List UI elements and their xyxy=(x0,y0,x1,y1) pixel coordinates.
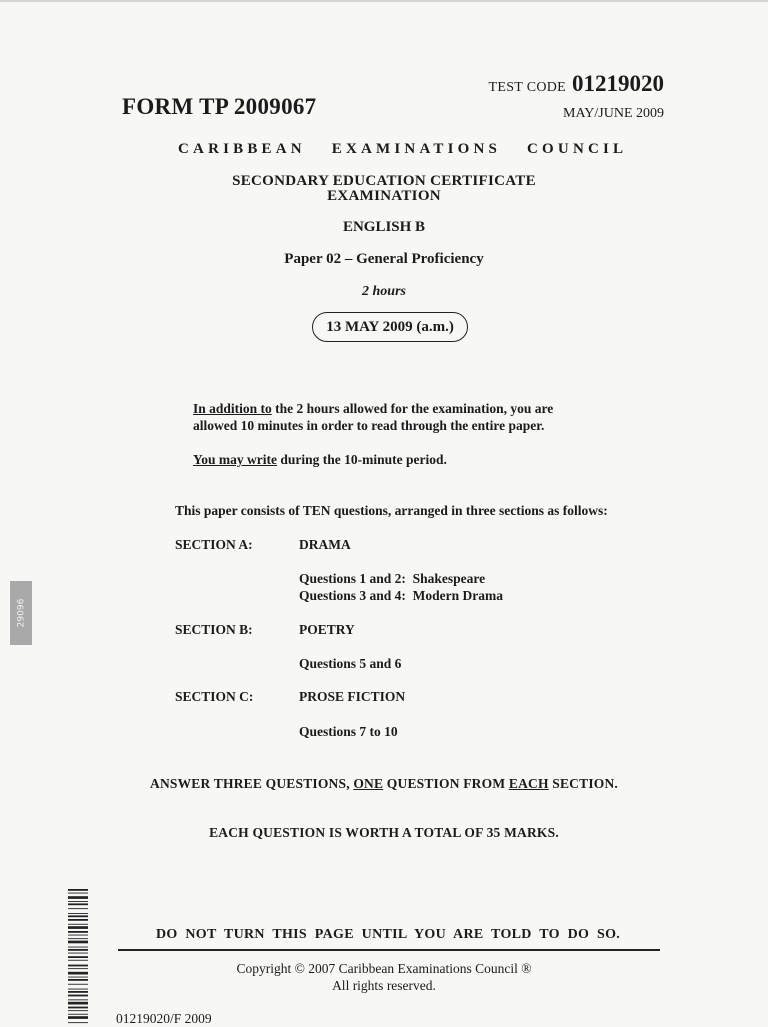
section-detail: Questions 1 and 2: Shakespeare xyxy=(299,571,486,586)
barcode-bar xyxy=(68,1014,88,1015)
section-b-label: SECTION B: xyxy=(175,622,253,637)
exam-session: MAY/JUNE 2009 xyxy=(563,106,664,121)
test-code xyxy=(489,71,665,97)
barcode-bar xyxy=(68,956,88,958)
barcode-bar xyxy=(68,1016,88,1019)
barcode-bar xyxy=(68,901,88,902)
side-stamp-text: 29096 xyxy=(16,598,27,628)
barcode-bar xyxy=(68,1002,88,1005)
barcode-bar xyxy=(68,1010,88,1011)
instruction-text: during the 10-minute period. xyxy=(277,452,447,467)
barcode-bar xyxy=(68,913,88,914)
barcode-bar xyxy=(68,995,88,997)
barcode-bar xyxy=(68,1022,88,1023)
barcode-bar xyxy=(68,915,88,917)
exam-duration: 2 hours xyxy=(362,284,406,299)
barcode-bar xyxy=(68,935,88,936)
instruction-text: the 2 hours allowed for the examination, you are xyxy=(271,401,554,416)
rights-notice: All rights reserved. xyxy=(332,978,436,993)
instruction-text: ANSWER THREE QUESTIONS, xyxy=(150,776,354,791)
barcode-bar xyxy=(68,919,88,921)
section-c-details: Questions 7 to 10 xyxy=(299,724,398,739)
instruction-emphasis: In addition to xyxy=(193,401,272,416)
section-b-details: Questions 5 and 6 xyxy=(299,656,402,671)
instruction-text: SECTION. xyxy=(548,776,618,791)
barcode-bar xyxy=(68,953,88,954)
paper-structure-intro: This paper consists of TEN questions, arranged in three sections as follows: xyxy=(175,503,608,518)
barcode-bar xyxy=(68,999,88,1000)
barcode xyxy=(68,889,88,1024)
exam-title-line1: SECONDARY EDUCATION CERTIFICATE xyxy=(232,173,536,189)
council-name: CARIBBEAN EXAMINATIONS COUNCIL xyxy=(178,141,628,157)
section-c-title: PROSE FICTION xyxy=(299,689,406,704)
barcode-bar xyxy=(68,947,88,948)
writing-instruction xyxy=(193,452,447,468)
barcode-bar xyxy=(68,893,88,894)
do-not-turn-notice: DO NOT TURN THIS PAGE UNTIL YOU ARE TOLD TO DO SO. xyxy=(156,927,621,942)
instruction-text: allowed 10 minutes in order to read through the entire paper. xyxy=(193,418,545,433)
test-code-label: TEST CODE xyxy=(488,80,566,95)
section-b-title: POETRY xyxy=(299,622,355,637)
marks-instruction: EACH QUESTION IS WORTH A TOTAL OF 35 MARKS. xyxy=(209,825,559,840)
answer-instruction xyxy=(0,776,768,792)
barcode-bar xyxy=(68,903,88,905)
instruction-text: QUESTION FROM xyxy=(383,776,509,791)
section-a-title: DRAMA xyxy=(299,537,351,552)
section-c-label: SECTION C: xyxy=(175,689,254,704)
barcode-bar xyxy=(68,908,88,909)
barcode-bar xyxy=(68,924,88,925)
barcode-bar xyxy=(68,941,88,944)
exam-title-line2: EXAMINATION xyxy=(327,188,441,204)
barcode-bar xyxy=(68,931,88,933)
instruction-emphasis: You may write xyxy=(193,452,277,467)
paper-title: Paper 02 – General Proficiency xyxy=(284,251,484,267)
barcode-bar xyxy=(68,949,88,951)
copyright-notice: Copyright © 2007 Caribbean Examinations Council ® xyxy=(236,961,532,976)
test-code-value: 01219020 xyxy=(572,71,664,96)
exam-date-badge: 13 MAY 2009 (a.m.) xyxy=(312,312,468,342)
barcode-bar xyxy=(68,926,88,929)
barcode-bar xyxy=(68,889,88,891)
section-a-details xyxy=(299,570,503,604)
barcode-bar xyxy=(68,938,88,939)
footer-paper-code: 01219020/F 2009 xyxy=(116,1011,212,1026)
side-stamp xyxy=(10,581,32,645)
subject-title: ENGLISH B xyxy=(342,219,426,235)
form-number: FORM TP 2009067 xyxy=(122,94,317,119)
barcode-bar xyxy=(68,1007,88,1009)
instruction-emphasis: ONE xyxy=(353,776,384,791)
footer-rule xyxy=(118,949,660,951)
barcode-bar xyxy=(68,896,88,899)
section-a-label: SECTION A: xyxy=(175,537,253,552)
reading-time-instruction xyxy=(193,400,553,434)
section-detail: Questions 3 and 4: Modern Drama xyxy=(299,588,504,603)
instruction-emphasis: EACH xyxy=(508,776,549,791)
scan-edge xyxy=(0,0,768,2)
